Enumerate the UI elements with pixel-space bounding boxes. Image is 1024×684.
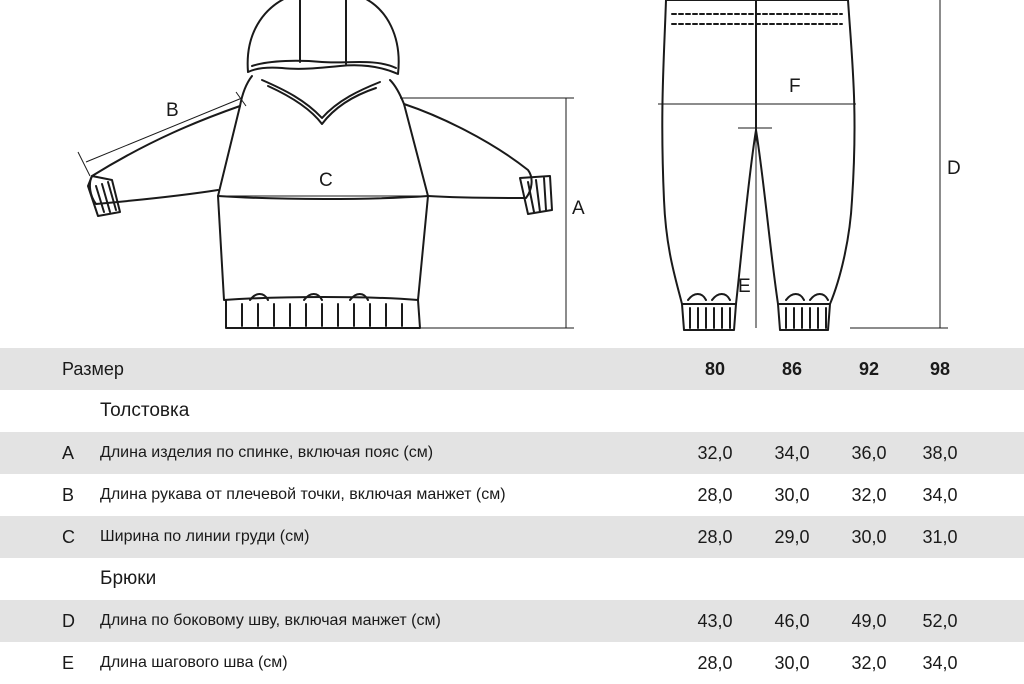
- measure-value: 36,0: [851, 443, 887, 463]
- size-header-86: 86: [781, 359, 803, 379]
- hoodie-hood: [248, 0, 399, 124]
- dimension-label-f: F: [789, 76, 801, 97]
- section-row-pants: [0, 558, 1024, 600]
- measure-value: 34,0: [922, 653, 958, 673]
- section-row-hoodie: [0, 390, 1024, 432]
- measure-value: 34,0: [774, 443, 810, 463]
- measure-label: Длина шагового шва (см): [100, 654, 288, 671]
- table-row: [0, 516, 1024, 558]
- measure-code: D: [62, 611, 75, 631]
- table-header-row: [0, 348, 1024, 390]
- measure-code: C: [62, 527, 75, 547]
- measurement-lines: [78, 0, 948, 328]
- measure-value: 30,0: [851, 527, 887, 547]
- measure-value: 32,0: [851, 485, 887, 505]
- hoodie-right-sleeve: [404, 104, 552, 214]
- pants-drawing: [662, 0, 854, 330]
- dimension-label-a: A: [572, 198, 585, 219]
- measure-value: 31,0: [922, 527, 958, 547]
- table-row: [0, 432, 1024, 474]
- measure-value: 32,0: [697, 443, 733, 463]
- measure-value: 29,0: [774, 527, 810, 547]
- measure-label: Ширина по линии груди (см): [100, 528, 310, 545]
- measure-label: Длина изделия по спинке, включая пояс (см): [100, 444, 434, 461]
- table-row: [0, 642, 1024, 684]
- measure-value: 28,0: [697, 485, 733, 505]
- measure-value: 28,0: [697, 527, 733, 547]
- section-title: Толстовка: [100, 400, 190, 421]
- size-header-80: 80: [704, 359, 726, 379]
- measure-code: A: [62, 443, 75, 463]
- measure-value: 32,0: [851, 653, 887, 673]
- size-chart-table: [0, 348, 1024, 684]
- measure-value: 28,0: [697, 653, 733, 673]
- dimension-label-c: C: [319, 170, 333, 191]
- measure-value: 30,0: [774, 653, 810, 673]
- size-header-92: 92: [858, 359, 880, 379]
- size-header-98: 98: [929, 359, 951, 379]
- measure-code: E: [62, 653, 75, 673]
- measure-label: Длина рукава от плечевой точки, включая манжет (см): [100, 486, 506, 503]
- measure-value: 34,0: [922, 485, 958, 505]
- dimension-label-e: E: [738, 276, 751, 297]
- dimension-label-b: B: [166, 100, 179, 121]
- hoodie-left-sleeve: [88, 106, 240, 216]
- size-header-label: Размер: [62, 359, 124, 379]
- section-title: Брюки: [100, 568, 157, 589]
- table-row: [0, 600, 1024, 642]
- measure-label: Длина по боковому шву, включая манжет (см): [100, 612, 441, 629]
- measure-code: B: [62, 485, 75, 505]
- measure-value: 46,0: [774, 611, 810, 631]
- measure-value: 52,0: [922, 611, 958, 631]
- table-row: [0, 474, 1024, 516]
- dimension-label-d: D: [947, 158, 961, 179]
- measure-value: 49,0: [851, 611, 887, 631]
- hoodie-body: [218, 76, 428, 328]
- measure-value: 43,0: [697, 611, 733, 631]
- measure-value: 38,0: [922, 443, 958, 463]
- measure-value: 30,0: [774, 485, 810, 505]
